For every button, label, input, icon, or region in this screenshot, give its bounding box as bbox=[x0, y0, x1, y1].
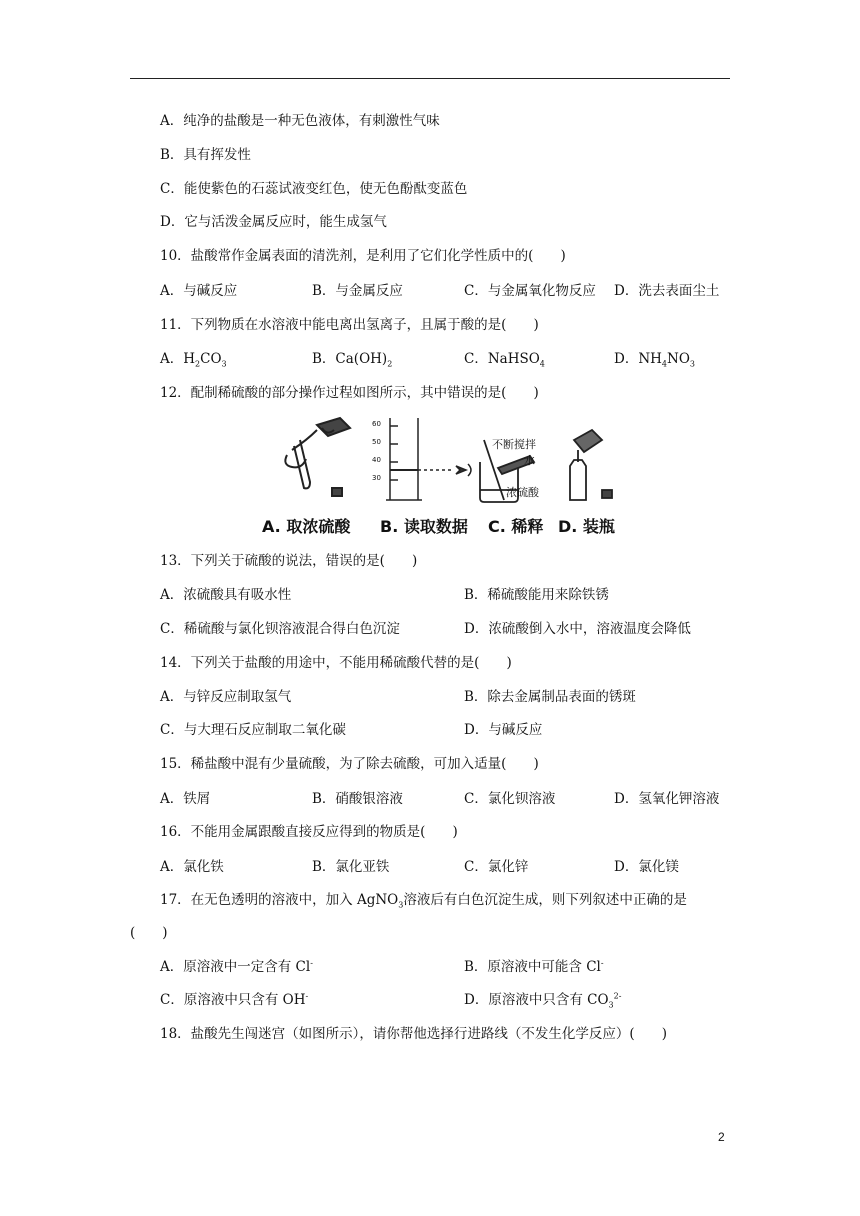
q13-option-d: D．浓硫酸倒入水中，溶液温度会降低 bbox=[464, 621, 691, 637]
q15-option-c: C．氯化钡溶液 bbox=[464, 791, 556, 807]
q9-option-d: D．它与活泼金属反应时，能生成氢气 bbox=[160, 214, 387, 230]
q14-stem: 14．下列关于盐酸的用途中，不能用稀硫酸代替的是( ) bbox=[160, 655, 512, 671]
caption-b: B. 读取数据 bbox=[380, 517, 468, 536]
q15-option-b: B．硝酸银溶液 bbox=[312, 791, 403, 807]
label-acid: 浓硫酸 bbox=[506, 486, 539, 499]
q10-option-c: C．与金属氧化物反应 bbox=[464, 283, 596, 299]
q18-stem: 18．盐酸先生闯迷宫（如图所示），请你帮他选择行进路线（不发生化学反应）( ) bbox=[160, 1026, 667, 1042]
q15-option-a: A．铁屑 bbox=[160, 791, 211, 807]
q14-option-c: C．与大理石反应制取二氧化碳 bbox=[160, 722, 346, 738]
q17-option-c: C．原溶液中只含有 OH- bbox=[160, 991, 309, 1008]
panel-b-drawing bbox=[386, 418, 471, 500]
page-number: 2 bbox=[718, 1130, 725, 1144]
label-water: 水 bbox=[524, 454, 535, 467]
q13-option-b: B．稀硫酸能用来除铁锈 bbox=[464, 587, 609, 603]
q17-option-a: A．原溶液中一定含有 Cl- bbox=[160, 958, 313, 975]
q13-option-c: C．稀硫酸与氯化钡溶液混合得白色沉淀 bbox=[160, 621, 400, 637]
label-stir: 不断搅拌 bbox=[492, 438, 536, 451]
q9-option-a: A．纯净的盐酸是一种无色液体，有刺激性气味 bbox=[160, 113, 440, 129]
q12-stem: 12．配制稀硫酸的部分操作过程如图所示，其中错误的是( ) bbox=[160, 385, 539, 401]
q16-stem: 16．不能用金属跟酸直接反应得到的物质是( ) bbox=[160, 824, 458, 840]
cylinder-tick-60: 60 bbox=[372, 420, 381, 428]
q17-option-b: B．原溶液中可能含 Cl- bbox=[464, 958, 604, 975]
cylinder-tick-50: 50 bbox=[372, 438, 381, 446]
q11-option-b: B．$Ca(OH)_2$ bbox=[312, 351, 393, 369]
panel-d-drawing bbox=[570, 430, 612, 500]
q14-option-b: B．除去金属制品表面的锈斑 bbox=[464, 689, 636, 705]
q14-option-d: D．与碱反应 bbox=[464, 722, 543, 738]
q13-stem: 13．下列关于硫酸的说法，错误的是( ) bbox=[160, 553, 418, 569]
q11-option-d: D．$NH_4NO_3$ bbox=[614, 351, 695, 369]
q17-stem-continued: ( ) bbox=[130, 925, 168, 941]
q14-option-a: A．与锌反应制取氢气 bbox=[160, 689, 292, 705]
q17-option-d: D．原溶液中只含有 $CO_3^{2-}$ bbox=[464, 991, 622, 1010]
caption-c: C. 稀释 bbox=[488, 517, 544, 536]
header-rule bbox=[130, 78, 730, 79]
q17-stem: 17．在无色透明的溶液中，加入 AgNO$_3$溶液后有白色沉淀生成，则下列叙述中正确的是 bbox=[160, 892, 687, 910]
q9-option-c: C．能使紫色的石蕊试液变红色，使无色酚酞变蓝色 bbox=[160, 181, 468, 197]
acid-dilution-figure bbox=[262, 410, 614, 540]
cylinder-tick-30: 30 bbox=[372, 474, 381, 482]
q11-option-a: A．$H_2CO_3$ bbox=[160, 351, 227, 369]
q16-option-b: B．氯化亚铁 bbox=[312, 859, 390, 875]
q10-stem: 10．盐酸常作金属表面的清洗剂，是利用了它们化学性质中的( ) bbox=[160, 248, 566, 264]
q11-stem: 11．下列物质在水溶液中能电离出氢离子，且属于酸的是( ) bbox=[160, 317, 539, 333]
q16-option-d: D．氯化镁 bbox=[614, 859, 679, 875]
q9-option-b: B．具有挥发性 bbox=[160, 147, 251, 163]
q10-option-a: A．与碱反应 bbox=[160, 283, 238, 299]
cylinder-tick-40: 40 bbox=[372, 456, 381, 464]
caption-a: A. 取浓硫酸 bbox=[262, 517, 351, 536]
panel-a-drawing bbox=[285, 418, 350, 496]
q11-option-c: C．NaHSO$_4$ bbox=[464, 351, 545, 369]
q16-option-c: C．氯化锌 bbox=[464, 859, 529, 875]
q16-option-a: A．氯化铁 bbox=[160, 859, 224, 875]
q10-option-d: D．洗去表面尘土 bbox=[614, 283, 720, 299]
q15-option-d: D．氢氧化钾溶液 bbox=[614, 791, 720, 807]
caption-d: D. 装瓶 bbox=[558, 517, 615, 536]
q15-stem: 15．稀盐酸中混有少量硫酸，为了除去硫酸，可加入适量( ) bbox=[160, 756, 539, 772]
q13-option-a: A．浓硫酸具有吸水性 bbox=[160, 587, 292, 603]
q10-option-b: B．与金属反应 bbox=[312, 283, 403, 299]
figure-drawings bbox=[262, 410, 614, 514]
